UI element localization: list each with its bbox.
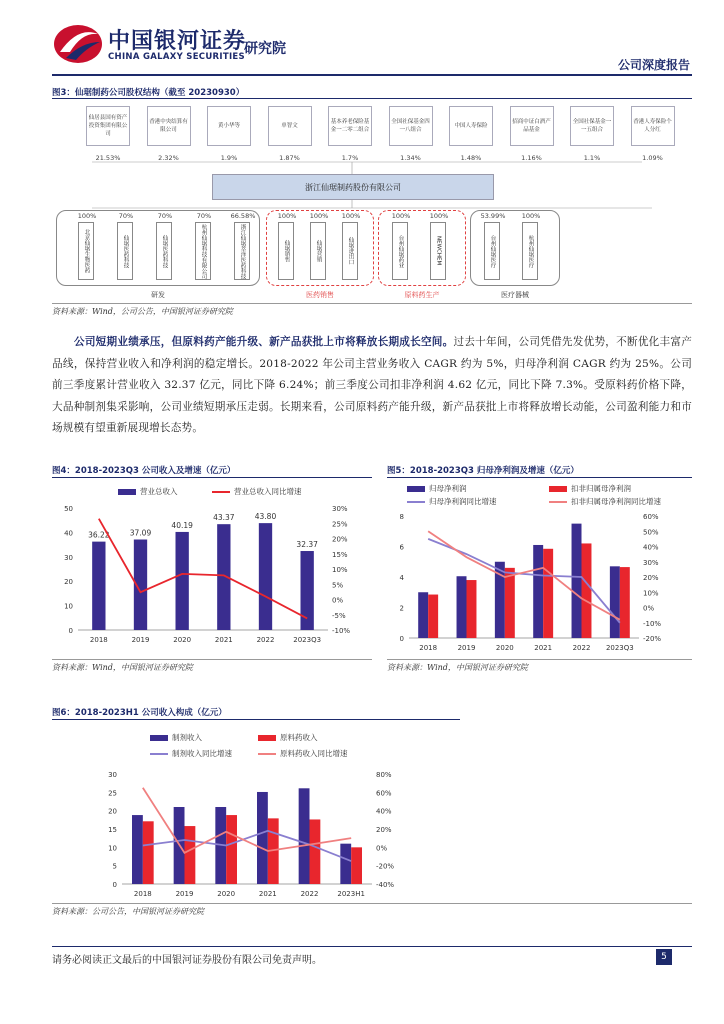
shareholder-box: 全国社保基金一一五组合 — [570, 106, 614, 146]
logo-en: CHINA GALAXY SECURITIES — [108, 52, 245, 62]
x-tick-label: 2018 — [133, 890, 152, 898]
legend-label: 制剂收入同比增速 — [172, 749, 232, 758]
legend-swatch — [118, 489, 136, 495]
fig6-source: 资料来源：公司公告，中国银河证券研究院 — [52, 907, 204, 916]
legend-swatch — [549, 486, 567, 492]
x-tick-label: 2022 — [300, 890, 319, 898]
x-tick-label: 2019 — [131, 636, 150, 644]
y2-tick-label: 60% — [376, 789, 392, 798]
y-tick-label: 8 — [399, 513, 404, 521]
fig5-bottom-rule — [387, 659, 692, 660]
y2-tick-label: -40% — [376, 881, 395, 889]
subsidiary-group-label: 原料药生产 — [404, 291, 440, 299]
bar — [257, 792, 268, 884]
body-lead: 公司短期业绩承压，但原料药产能升级、新产品获批上市将释放长期成长空间。 — [74, 336, 454, 348]
shareholder-pct: 21.53% — [95, 154, 121, 162]
bar — [92, 542, 105, 630]
subsidiary-box: 北京仙琚生物医药 — [78, 222, 94, 280]
subsidiary-box: 杭州仙琚医疗 — [522, 222, 538, 280]
data-label: 37.09 — [129, 528, 152, 538]
subsidiary-pct: 53.99% — [480, 212, 506, 220]
shareholder-box: 中国人寿保险 — [449, 106, 493, 146]
x-tick-label: 2022 — [572, 644, 591, 652]
y2-tick-label: 40% — [643, 543, 659, 552]
logo-icon — [52, 22, 104, 66]
subsidiary-box: NEWCHEM — [430, 222, 446, 280]
shareholder-box: 香港人寿保险个人分红 — [631, 106, 675, 146]
data-label: 43.80 — [254, 512, 277, 522]
y-tick-label: 20 — [64, 578, 73, 587]
body-text: 过去十年间，公司凭借先发优势，不断优化丰富产品线，保持营业收入和净利润的稳定增长。2018-2022 年公司主营业务收入 CAGR 约为 5%，归母净利润 CAGR 约为 25%。公司前三季度累计营业收入 32.37 亿元，同比下降 6.24%；前三季度公司扣非净利润 4.62 亿元，同比下降 7.3%。受原料药价格下降，大品种制剂集采影响，公司业绩短期承压走弱。长期来看，公司原料药产能升级，新产品获批上市将释放增长动能，公司盈利能力和市场规模有望重新展现增长态势。 — [52, 336, 692, 434]
shareholder-pct: 1.09% — [642, 154, 663, 162]
bar — [259, 523, 272, 630]
fig5-source: 资料来源：Wind，中国银河证券研究院 — [387, 663, 528, 672]
legend-label: 营业总收入同比增速 — [234, 487, 302, 496]
bar — [582, 543, 592, 638]
y-tick-label: 10 — [108, 844, 117, 853]
fig6-title: 图6：2018-2023H1 公司收入构成（亿元） — [52, 708, 227, 718]
y2-tick-label: 50% — [643, 528, 659, 537]
subsidiary-box: 杭州仙琚科技有限公司 — [195, 222, 211, 280]
y2-tick-label: 10% — [332, 566, 348, 574]
y-tick-label: 4 — [399, 574, 404, 582]
legend-label: 扣非归属母净利润 — [571, 484, 631, 493]
shareholder-box: 仙居县国有资产投资集团有限公司 — [86, 106, 130, 146]
y2-tick-label: -5% — [332, 611, 346, 620]
y-tick-label: 6 — [399, 543, 404, 552]
shareholder-pct: 1.87% — [279, 154, 300, 162]
bar — [543, 549, 553, 638]
shareholder-pct: 1.34% — [400, 154, 421, 162]
fig5-chart — [387, 480, 692, 658]
page-number: 5 — [656, 949, 672, 965]
shareholder-box: 单智文 — [268, 106, 312, 146]
legend-swatch — [150, 735, 168, 741]
body-paragraph — [52, 332, 692, 440]
subsidiary-pct: 70% — [118, 212, 134, 220]
legend-label: 制剂收入 — [172, 733, 202, 742]
legend-label: 扣非归属母净利润同比增速 — [571, 497, 661, 506]
bar — [533, 545, 543, 638]
y-tick-label: 30 — [108, 771, 117, 779]
shareholder-box: 全国社保基金四一八组合 — [389, 106, 433, 146]
x-tick-label: 2021 — [534, 644, 553, 652]
header — [0, 0, 724, 80]
header-rule — [52, 74, 692, 76]
x-tick-label: 2019 — [175, 890, 194, 898]
y2-tick-label: 60% — [643, 513, 659, 521]
data-label: 32.37 — [296, 540, 318, 550]
y2-tick-label: 25% — [332, 520, 348, 529]
fig4-bottom-rule — [52, 659, 372, 660]
subsidiary-pct: 66.58% — [230, 212, 256, 220]
subsidiary-pct: 100% — [277, 212, 297, 220]
fig3-bottom-rule — [52, 303, 692, 304]
y2-tick-label: 15% — [332, 550, 348, 559]
bar — [457, 576, 467, 638]
fig3-diagram — [52, 100, 692, 305]
legend-label: 归母净利润同比增速 — [429, 497, 497, 506]
bar — [428, 595, 438, 638]
x-tick-label: 2023Q3 — [605, 644, 634, 652]
shareholder-box: 黄小华等 — [207, 106, 251, 146]
bar — [610, 566, 620, 638]
y2-tick-label: -20% — [643, 635, 662, 643]
subsidiary-pct: 100% — [309, 212, 329, 220]
y2-tick-label: 5% — [332, 581, 344, 590]
x-tick-label: 2023Q3 — [293, 636, 322, 644]
subsidiary-box: 仙琚进出口 — [342, 222, 358, 280]
fig5-title: 图5：2018-2023Q3 归母净利润及增速（亿元） — [387, 466, 579, 476]
subsidiary-group-label: 研发 — [151, 291, 165, 299]
shareholder-box: 基本养老保险基金一二零二组合 — [328, 106, 372, 146]
x-tick-label: 2023H1 — [337, 890, 365, 898]
y-tick-label: 2 — [399, 604, 404, 613]
y-tick-label: 30 — [64, 553, 73, 562]
y2-tick-label: 30% — [332, 505, 348, 513]
legend-label: 原料药收入 — [280, 733, 318, 742]
bar — [351, 847, 362, 884]
subsidiary-box: 仙琚医药科技 — [117, 222, 133, 280]
y-tick-label: 25 — [108, 789, 117, 798]
fig6-chart — [52, 722, 460, 900]
bar — [620, 567, 630, 638]
bar — [340, 844, 351, 884]
y2-tick-label: 80% — [376, 771, 392, 779]
shareholder-pct: 1.1% — [583, 154, 601, 162]
y2-tick-label: 0% — [643, 604, 655, 613]
footer-disclaimer: 请务必阅读正文最后的中国银河证券股份有限公司免责声明。 — [52, 955, 322, 966]
bar — [310, 819, 321, 884]
subsidiary-box: 台州仙琚医疗 — [484, 222, 500, 280]
subsidiary-pct: 100% — [521, 212, 541, 220]
fig3-source: 资料来源：Wind，公司公告，中国银河证券研究院 — [52, 307, 233, 316]
legend-swatch — [258, 735, 276, 741]
logo-suffix: 研究院 — [244, 41, 286, 57]
fig5-title-rule — [387, 477, 692, 478]
bar — [418, 592, 428, 638]
bar — [176, 532, 189, 630]
shareholder-box: 招商中证白酒产品基金 — [510, 106, 554, 146]
legend-label: 营业总收入 — [140, 487, 178, 496]
bar — [226, 815, 237, 884]
y-tick-label: 0 — [112, 881, 117, 889]
y2-tick-label: 10% — [643, 589, 659, 598]
y2-tick-label: 20% — [332, 535, 348, 544]
subsidiary-box: 浙江仙琚萃泽医药科技 — [234, 222, 250, 280]
bar — [185, 826, 196, 884]
fig6-bottom-rule — [52, 903, 692, 904]
subsidiary-box: 仙琚销售 — [278, 222, 294, 280]
bar — [299, 788, 310, 884]
subsidiary-pct: 100% — [77, 212, 97, 220]
x-tick-label: 2018 — [419, 644, 438, 652]
fig4-title-rule — [52, 477, 372, 478]
shareholder-box: 香港中央结算有限公司 — [147, 106, 191, 146]
x-tick-label: 2022 — [256, 636, 275, 644]
subsidiary-group-label: 医疗器械 — [501, 291, 529, 299]
data-label: 36.22 — [88, 530, 110, 540]
fig6-title-rule — [52, 719, 460, 720]
y2-tick-label: 40% — [376, 807, 392, 816]
y-tick-label: 20 — [108, 807, 117, 816]
shareholder-pct: 1.7% — [341, 154, 359, 162]
y2-tick-label: -20% — [376, 862, 395, 871]
y2-tick-label: -10% — [332, 627, 351, 635]
subsidiary-pct: 100% — [429, 212, 449, 220]
bar — [505, 568, 515, 638]
fig4-chart — [52, 480, 372, 658]
bar — [467, 580, 477, 638]
bar — [132, 815, 143, 884]
fig4-source: 资料来源：Wind，中国银河证券研究院 — [52, 663, 193, 672]
x-tick-label: 2020 — [173, 636, 192, 644]
y2-tick-label: 0% — [376, 844, 388, 853]
y2-tick-label: 30% — [643, 558, 659, 567]
y-tick-label: 0 — [399, 635, 404, 643]
x-tick-label: 2021 — [258, 890, 277, 898]
subsidiary-pct: 70% — [157, 212, 173, 220]
subsidiary-group-label: 医药销售 — [306, 291, 334, 299]
subsidiary-pct: 100% — [391, 212, 411, 220]
fig3-title-rule — [52, 98, 692, 99]
x-tick-label: 2018 — [89, 636, 108, 644]
data-label: 43.37 — [213, 513, 235, 523]
y2-tick-label: 0% — [332, 596, 344, 605]
y2-tick-label: 20% — [376, 826, 392, 834]
y-tick-label: 15 — [108, 826, 117, 834]
logo-cn: 中国银河证券 — [108, 29, 247, 54]
y-tick-label: 0 — [68, 627, 73, 635]
subsidiary-box: 仙琚医药科技 — [156, 222, 172, 280]
x-tick-label: 2021 — [214, 636, 233, 644]
y-tick-label: 50 — [64, 505, 73, 513]
shareholder-pct: 1.16% — [521, 154, 542, 162]
shareholder-pct: 1.9% — [220, 154, 238, 162]
y-tick-label: 10 — [64, 602, 73, 611]
fig3-title: 图3：仙琚制药公司股权结构（截至 20230930） — [52, 88, 245, 98]
x-tick-label: 2019 — [457, 644, 476, 652]
y2-tick-label: -10% — [643, 619, 662, 628]
legend-label: 归母净利润 — [429, 484, 467, 493]
y2-tick-label: 20% — [643, 574, 659, 582]
footer-rule — [52, 946, 692, 947]
subsidiary-pct: 100% — [341, 212, 361, 220]
legend-label: 原料药收入同比增速 — [280, 749, 348, 758]
legend-swatch — [407, 486, 425, 492]
x-tick-label: 2020 — [217, 890, 236, 898]
fig4-title: 图4：2018-2023Q3 公司收入及增速（亿元） — [52, 466, 236, 476]
bar — [572, 524, 582, 638]
company-box: 浙江仙琚制药股份有限公司 — [212, 174, 494, 200]
bar — [143, 821, 154, 884]
subsidiary-box: 台州仙琚药业 — [392, 222, 408, 280]
y-tick-label: 5 — [112, 862, 117, 871]
y-tick-label: 40 — [64, 529, 73, 538]
report-type: 公司深度报告 — [617, 58, 690, 72]
subsidiary-box: 仙琚营销 — [310, 222, 326, 280]
shareholder-pct: 2.32% — [158, 154, 179, 162]
subsidiary-pct: 70% — [196, 212, 212, 220]
data-label: 40.19 — [171, 520, 193, 530]
shareholder-pct: 1.48% — [460, 154, 482, 162]
x-tick-label: 2020 — [495, 644, 514, 652]
